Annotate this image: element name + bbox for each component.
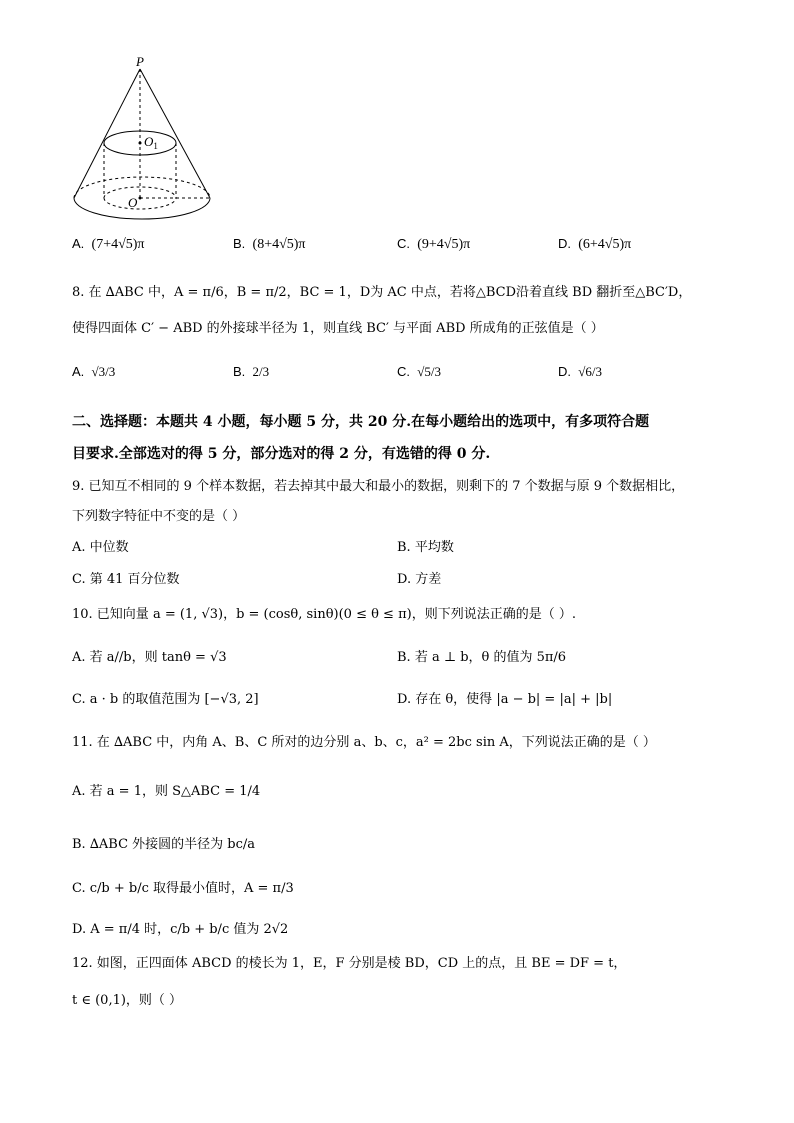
q8-option-c-value: √5/3	[417, 364, 441, 379]
q7-option-a: A. (7+4√5)π	[72, 236, 145, 252]
q8-stem-line1: 8. 在 ∆ABC 中，A = π/6，B = π/2，BC = 1，D为 AC 中点，若将△BCD沿着直线 BD 翻折至△BC′D，	[72, 285, 692, 300]
q11-option-b: B. ∆ABC 外接圆的半径为 bc/a	[72, 837, 256, 852]
apex-label: P	[136, 55, 144, 69]
section2-heading-line2: 目要求.全部选对的得 5 分，部分选对的得 2 分，有选错的得 0 分.	[72, 446, 491, 462]
base-center-label: O	[128, 195, 138, 210]
q7-option-d-value: (6+4√5)π	[578, 237, 632, 252]
q12-stem-line2: t ∈ (0,1)，则（ ）	[72, 993, 183, 1008]
q8-stem-line2: 使得四面体 C′ − ABD 的外接球半径为 1，则直线 BC′ 与平面 ABD 所成角的正弦值是（ ）	[72, 321, 604, 336]
top-center-label: O	[144, 134, 154, 149]
q7-option-c: C. (9+4√5)π	[397, 236, 471, 252]
q8-option-c: C. √5/3	[397, 364, 441, 379]
q9-stem-line1: 9. 已知互不相同的 9 个样本数据，若去掉其中最大和最小的数据，则剩下的 7 个数据与原 9 个数据相比，	[72, 479, 685, 494]
q8-option-b: B. 2/3	[233, 364, 270, 379]
q11-option-d: D. A = π/4 时，c/b + b/c 值为 2√2	[72, 922, 289, 937]
q9-option-d: D. 方差	[397, 572, 442, 587]
q7-option-c-value: (9+4√5)π	[417, 237, 471, 252]
q11-stem: 11. 在 ∆ABC 中，内角 A、B、C 所对的边分别 a、b、c，a² = 2bc sin A，下列说法正确的是（ ）	[72, 735, 656, 750]
q11-option-a: A. 若 a = 1，则 S△ABC = 1/4	[72, 784, 261, 799]
top-center-sub: 1	[153, 141, 158, 151]
q8-option-d: D. √6/3	[558, 364, 602, 379]
q8-option-b-value: 2/3	[252, 364, 270, 379]
q8-option-a-value: √3/3	[91, 364, 116, 379]
q11-option-c: C. c/b + b/c 取得最小值时，A = π/3	[72, 881, 294, 896]
svg-text:O1	[144, 134, 158, 151]
q8-option-a: A. √3/3	[72, 364, 116, 379]
q9-option-a: A. 中位数	[72, 540, 129, 555]
q10-stem: 10. 已知向量 a = (1, √3)，b = (cosθ, sinθ)(0 ≤ θ ≤ π)，则下列说法正确的是（ ）.	[72, 607, 576, 622]
q9-stem-line2: 下列数字特征中不变的是（ ）	[72, 509, 246, 524]
q7-option-a-value: (7+4√5)π	[91, 237, 145, 252]
q9-option-c: C. 第 41 百分位数	[72, 572, 180, 587]
q12-stem-line1: 12. 如图，正四面体 ABCD 的棱长为 1，E，F 分别是棱 BD，CD 上的点，且 BE = DF = t，	[72, 956, 627, 971]
q9-option-b: B. 平均数	[397, 540, 454, 555]
q7-option-b: B. (8+4√5)π	[233, 236, 306, 252]
q7-option-b-value: (8+4√5)π	[252, 237, 306, 252]
section2-heading-line1: 二、选择题：本题共 4 小题，每小题 5 分，共 20 分.在每小题给出的选项中，有多项符合题	[72, 414, 650, 430]
q8-option-d-value: √6/3	[578, 364, 602, 379]
q10-option-c: C. a · b 的取值范围为 [−√3, 2]	[72, 692, 259, 707]
q10-option-d: D. 存在 θ，使得 |a − b| = |a| + |b|	[397, 692, 613, 707]
q10-option-a: A. 若 a//b，则 tanθ = √3	[72, 650, 227, 665]
cone-cylinder-figure	[60, 55, 230, 235]
q10-option-b: B. 若 a ⊥ b，θ 的值为 5π/6	[397, 650, 567, 665]
q7-option-d: D. (6+4√5)π	[558, 236, 632, 252]
